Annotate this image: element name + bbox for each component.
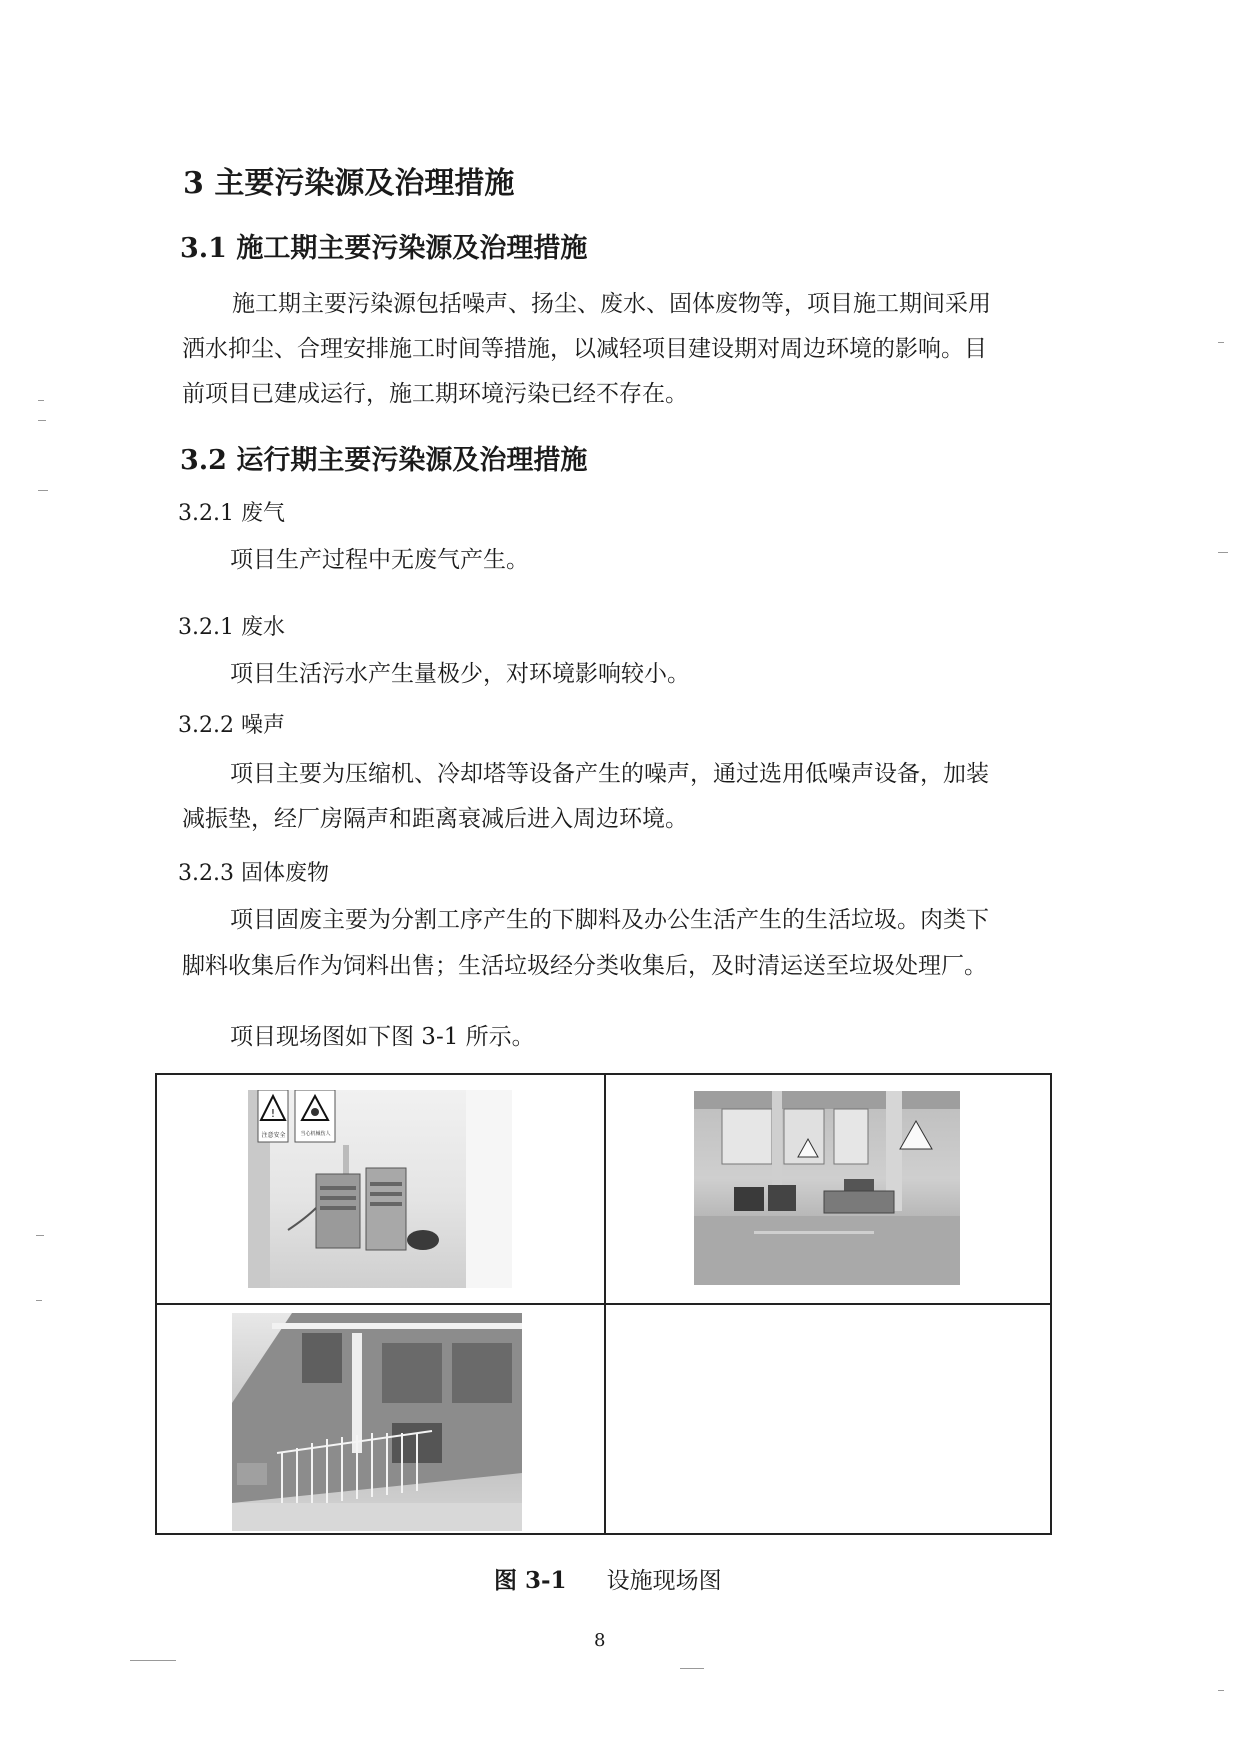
scan-mark: [38, 490, 48, 491]
scan-mark: [130, 1660, 176, 1661]
section-3-1-title: 3.1 施工期主要污染源及治理措施: [180, 233, 588, 264]
section-3-2-1-exhaust-text: 项目生产过程中无废气产生。: [230, 547, 529, 573]
photo-outdoor-units: [232, 1313, 522, 1531]
figure-caption-label: 图 3-1: [494, 1567, 567, 1594]
section-3-1-line-2: 洒水抑尘、合理安排施工时间等措施，以减轻项目建设期对周边环境的影响。目: [182, 336, 987, 362]
svg-text:!: !: [270, 1107, 276, 1120]
scan-mark: [680, 1668, 704, 1669]
scan-mark: [36, 1300, 42, 1301]
section-3-2-title: 3.2 运行期主要污染源及治理措施: [180, 445, 588, 476]
figure-caption: [494, 1562, 722, 1595]
figure-reference-text: 项目现场图如下图 3-1 所示。: [230, 1024, 535, 1050]
section-3-2-3-line-2: 脚料收集后作为饲料出售；生活垃圾经分类收集后，及时清运送至垃圾处理厂。: [182, 953, 987, 979]
scan-mark: [38, 420, 46, 421]
scan-mark: [1218, 342, 1224, 343]
section-3-1-line-1: 施工期主要污染源包括噪声、扬尘、废水、固体废物等，项目施工期间采用: [232, 291, 991, 317]
photo-compressors: [248, 1090, 512, 1288]
figure-caption-text: 设施现场图: [606, 1568, 722, 1594]
table-divider-horizontal: [157, 1303, 1050, 1305]
section-3-1-line-3: 前项目已建成运行，施工期环境污染已经不存在。: [182, 381, 688, 407]
figure-table: [155, 1073, 1052, 1535]
section-3-2-2-line-2: 减振垫，经厂房隔声和距离衰减后进入周边环境。: [182, 806, 688, 832]
page-number: 8: [594, 1630, 606, 1651]
safety-sign-label-1: 注意安全: [261, 1132, 286, 1139]
section-3-2-3-title: 3.2.3 固体废物: [178, 861, 329, 886]
section-3-2-1-wastewater-title: 3.2.1 废水: [178, 615, 285, 640]
section-3-2-2-line-1: 项目主要为压缩机、冷却塔等设备产生的噪声，通过选用低噪声设备，加装: [230, 761, 989, 787]
section-3-2-2-title: 3.2.2 噪声: [178, 713, 285, 738]
photo-equipment-room-drawing: [694, 1091, 960, 1285]
safety-sign-label-2: 当心机械伤人: [300, 1131, 331, 1137]
photo-compressors-drawing: [248, 1090, 512, 1288]
section-3-2-1-exhaust-title: 3.2.1 废气: [178, 501, 285, 526]
scan-mark: [36, 1235, 44, 1236]
section-3-2-1-wastewater-text: 项目生活污水产生量极少，对环境影响较小。: [230, 661, 690, 687]
photo-equipment-room: [694, 1091, 960, 1285]
section-3-title: 3 主要污染源及治理措施: [183, 166, 515, 201]
scan-mark: [38, 400, 44, 401]
scan-mark: [1218, 1690, 1224, 1691]
scan-mark: [1218, 552, 1228, 553]
photo-outdoor-units-drawing: [232, 1313, 522, 1531]
section-3-2-3-line-1: 项目固废主要为分割工序产生的下脚料及办公生活产生的生活垃圾。肉类下: [230, 907, 989, 933]
